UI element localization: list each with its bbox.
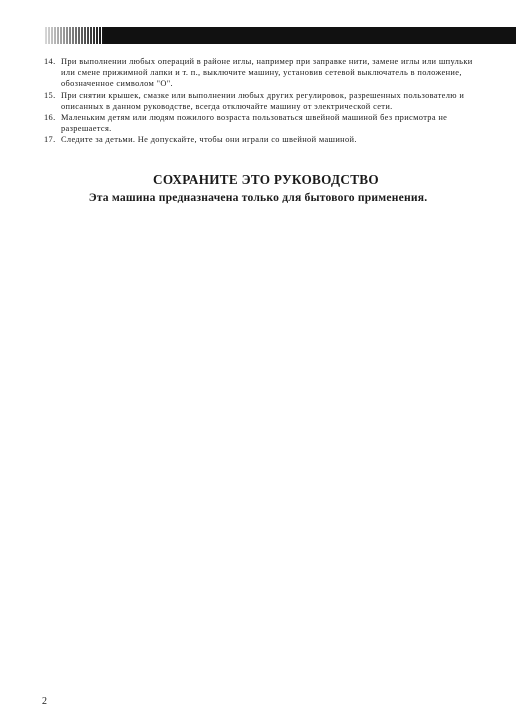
list-item-number: 17. <box>44 135 56 145</box>
safety-instructions-list <box>44 56 474 146</box>
list-item-text: При снятии крышек, смазке или выполнении любых других регулировок, разрешенных пользователю и описанных в данном руководстве, всегда отключайте машину от электрической сети. <box>61 90 465 111</box>
header-bar <box>44 27 516 44</box>
list-item-text: Маленьким детям или людям пожилого возраста пользоваться швейной машиной без присмотра не разрешается. <box>61 113 448 134</box>
list-item <box>44 112 474 134</box>
notice-title: СОХРАНИТЕ ЭТО РУКОВОДСТВО <box>153 172 379 187</box>
list-item <box>44 56 474 90</box>
list-item-text: Следите за детьми. Не допускайте, чтобы они играли со швейной машиной. <box>61 135 357 145</box>
notice-subtitle: Эта машина предназначена только для бытового применения. <box>88 191 428 204</box>
list-item-number: 16. <box>44 113 56 123</box>
header-bar-fill <box>44 27 516 44</box>
header-bar-stripes <box>44 27 104 44</box>
list-item <box>44 90 474 112</box>
list-item <box>44 134 474 145</box>
list-item-number: 14. <box>44 57 56 66</box>
page-number: 2 <box>42 696 47 707</box>
list-item-number: 15. <box>44 90 56 100</box>
list-item-text: При выполнении любых операций в районе иглы, например при заправке нити, замене иглы или шпульки или смене прижимной лапки и т. п., выключите машину, установив сетевой выключатель в положение, обозначенное символом "O". <box>61 57 473 89</box>
